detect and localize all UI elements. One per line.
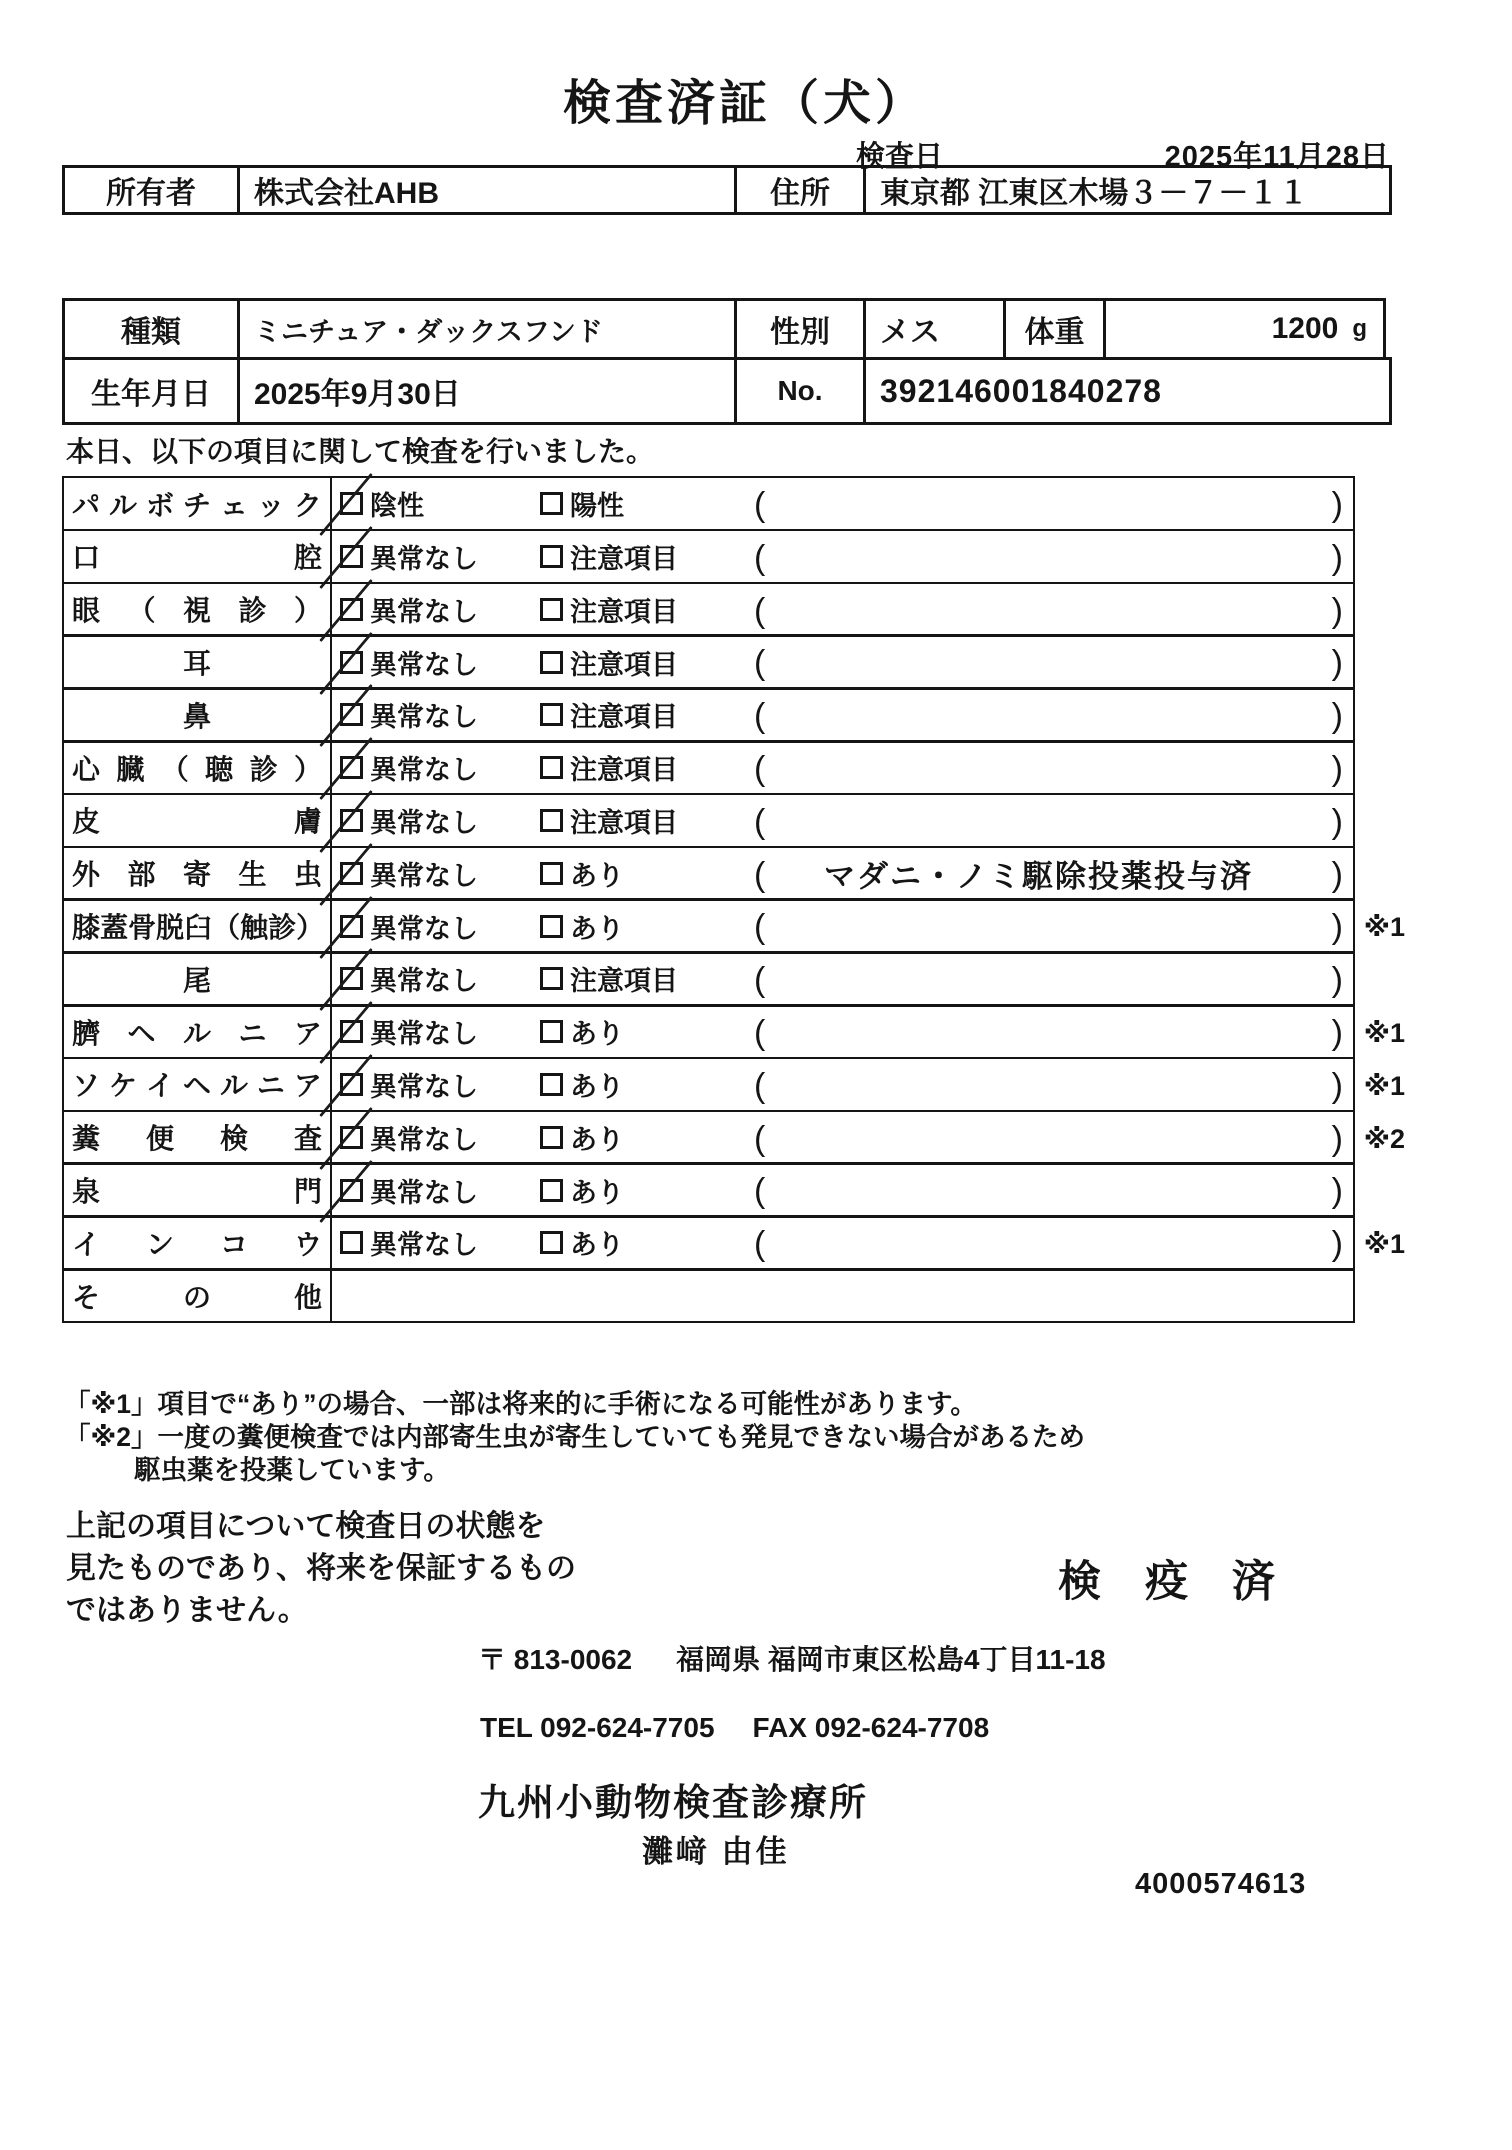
exam-option-text: 注意項目 bbox=[570, 702, 678, 733]
document-number: 4000574613 bbox=[1135, 1868, 1307, 1900]
paren-open: ( bbox=[754, 486, 766, 524]
exam-option-text: 注意項目 bbox=[570, 596, 678, 627]
paren-close: ) bbox=[1331, 486, 1343, 524]
footnotes bbox=[64, 1388, 1085, 1487]
exam-option-primary bbox=[340, 795, 478, 846]
exam-row bbox=[62, 1215, 1405, 1270]
exam-row bbox=[62, 1268, 1355, 1323]
checkbox-icon bbox=[540, 1020, 563, 1043]
exam-option-text: 注意項目 bbox=[570, 966, 678, 997]
exam-option-text: あり bbox=[570, 1230, 624, 1261]
exam-option-text: あり bbox=[570, 1124, 624, 1155]
exam-item-label: 耳 bbox=[64, 636, 332, 687]
exam-item-label: 皮 膚 bbox=[64, 795, 332, 846]
veterinarian-name: 灘﨑 由佳 bbox=[642, 1834, 790, 1869]
paren-close: ) bbox=[1331, 591, 1343, 630]
exam-option-secondary bbox=[540, 531, 678, 582]
exam-option-secondary bbox=[540, 1059, 624, 1110]
paren-close: ) bbox=[1331, 1119, 1343, 1158]
sex-label: 性別 bbox=[734, 298, 866, 360]
exam-option-text: 異常なし bbox=[370, 860, 478, 891]
exam-item-label: 尾 bbox=[64, 953, 332, 1004]
paren-open: ( bbox=[754, 855, 766, 894]
exam-option-primary bbox=[340, 584, 478, 635]
exam-row bbox=[62, 529, 1355, 584]
clinic-postal-code: 〒 813-0062 bbox=[478, 1644, 633, 1675]
exam-option-secondary bbox=[540, 584, 678, 635]
checkbox-icon bbox=[340, 1179, 363, 1202]
checkbox-icon bbox=[340, 1020, 363, 1043]
birthdate-value: 2025年9月30日 bbox=[237, 357, 737, 425]
disclaimer-line-3: ではありません。 bbox=[66, 1594, 308, 1627]
exam-row bbox=[62, 582, 1355, 637]
paren-close: ) bbox=[1331, 749, 1343, 788]
paren-open: ( bbox=[754, 697, 766, 736]
exam-row bbox=[62, 793, 1355, 848]
checkbox-icon bbox=[340, 967, 363, 990]
exam-row-note: ※2 bbox=[1363, 1123, 1405, 1154]
exam-row-note: ※1 bbox=[1363, 1229, 1405, 1260]
exam-option-secondary bbox=[540, 689, 678, 740]
checkbox-icon bbox=[540, 703, 563, 726]
paren-close: ) bbox=[1331, 1225, 1343, 1264]
paren-open: ( bbox=[754, 1066, 766, 1105]
exam-item-label: 膝 蓋 骨 脱 臼 （ 触 診 ） bbox=[64, 900, 332, 951]
breed-row bbox=[62, 298, 1386, 360]
clinic-tel-line bbox=[480, 1712, 989, 1744]
paren-open: ( bbox=[754, 644, 766, 683]
exam-row bbox=[62, 740, 1355, 795]
exam-item-label: 糞 便 検 査 bbox=[64, 1112, 332, 1163]
exam-option-primary bbox=[340, 742, 478, 793]
paren-close: ) bbox=[1331, 961, 1343, 1000]
exam-option-primary bbox=[340, 953, 478, 1004]
paren-close: ) bbox=[1331, 1066, 1343, 1105]
exam-row-note: ※1 bbox=[1363, 1070, 1405, 1101]
exam-option-secondary bbox=[540, 636, 678, 687]
exam-option-secondary bbox=[540, 953, 678, 1004]
exam-item-label: 鼻 bbox=[64, 689, 332, 740]
checkbox-icon bbox=[540, 756, 563, 779]
paren-open: ( bbox=[754, 908, 766, 947]
exam-table bbox=[62, 476, 1405, 1323]
checkbox-icon bbox=[340, 915, 363, 938]
exam-option-primary bbox=[340, 900, 478, 951]
exam-option-text: 注意項目 bbox=[570, 543, 678, 574]
checkbox-icon bbox=[340, 756, 363, 779]
exam-option-secondary bbox=[540, 742, 678, 793]
exam-option-primary bbox=[340, 1164, 478, 1215]
checkbox-icon bbox=[340, 598, 363, 621]
paren-open: ( bbox=[754, 802, 766, 841]
weight-unit: g bbox=[1352, 315, 1367, 342]
exam-option-secondary bbox=[540, 900, 624, 951]
exam-option-text: 陰性 bbox=[370, 491, 424, 522]
footnote-2-cont: 駆虫薬を投薬しています。 bbox=[134, 1455, 450, 1485]
exam-option-secondary bbox=[540, 795, 678, 846]
exam-row bbox=[62, 634, 1355, 689]
clinic-name: 九州小動物検査診療所 bbox=[478, 1782, 868, 1823]
breed-label: 種類 bbox=[62, 298, 240, 360]
exam-item-label: 心 臓 （ 聴 診 ） bbox=[64, 742, 332, 793]
exam-item-label: 臍 ヘ ル ニ ア bbox=[64, 1006, 332, 1057]
exam-option-text: 異常なし bbox=[370, 596, 478, 627]
exam-row bbox=[62, 1004, 1405, 1059]
clinic-tel: TEL 092-624-7705 bbox=[480, 1712, 715, 1743]
owner-row bbox=[62, 165, 1392, 215]
exam-option-text: 異常なし bbox=[370, 1124, 478, 1155]
exam-option-primary bbox=[340, 478, 424, 529]
disclaimer-line-1: 上記の項目について検査日の状態を bbox=[66, 1510, 546, 1543]
checkbox-icon bbox=[540, 1126, 563, 1149]
exam-option-text: 注意項目 bbox=[570, 807, 678, 838]
checkbox-icon bbox=[540, 492, 563, 515]
exam-option-primary bbox=[340, 531, 478, 582]
exam-option-text: 注意項目 bbox=[570, 755, 678, 786]
exam-option-text: 陽性 bbox=[570, 491, 624, 522]
checkbox-icon bbox=[540, 651, 563, 674]
birthdate-row bbox=[62, 357, 1392, 425]
exam-option-primary bbox=[340, 848, 478, 899]
paren-close: ) bbox=[1331, 1013, 1343, 1052]
exam-option-text: 異常なし bbox=[370, 807, 478, 838]
exam-remark-text: マダニ・ノミ駆除投薬投与済 bbox=[824, 858, 1253, 894]
exam-option-secondary bbox=[540, 848, 624, 899]
exam-option-secondary bbox=[540, 478, 624, 529]
exam-option-text: 注意項目 bbox=[570, 649, 678, 680]
checkbox-icon bbox=[340, 1073, 363, 1096]
exam-option-primary bbox=[340, 1059, 478, 1110]
exam-option-text: あり bbox=[570, 913, 624, 944]
sex-value: メス bbox=[863, 298, 1006, 360]
exam-item-label: イ ン コ ウ bbox=[64, 1217, 332, 1268]
checkbox-icon bbox=[340, 862, 363, 885]
checkbox-icon bbox=[340, 651, 363, 674]
quarantine-stamp: 検 疫 済 bbox=[1058, 1558, 1291, 1606]
page-title: 検査済証（犬） bbox=[562, 77, 927, 130]
checkbox-icon bbox=[340, 492, 363, 515]
paren-open: ( bbox=[754, 591, 766, 630]
checkbox-icon bbox=[540, 545, 563, 568]
exam-row bbox=[62, 476, 1355, 531]
exam-option-text: あり bbox=[570, 860, 624, 891]
paren-close: ) bbox=[1331, 855, 1343, 894]
exam-option-text: 異常なし bbox=[370, 1177, 478, 1208]
weight-value-cell bbox=[1103, 298, 1386, 360]
address-value: 東京都 江東区木場３－７－１１ bbox=[863, 165, 1392, 215]
exam-option-text: あり bbox=[570, 1177, 624, 1208]
paren-close: ) bbox=[1331, 1172, 1343, 1211]
exam-option-secondary bbox=[540, 1006, 624, 1057]
paren-open: ( bbox=[754, 1119, 766, 1158]
paren-close: ) bbox=[1331, 697, 1343, 736]
exam-row bbox=[62, 687, 1355, 742]
inspection-date-label: 検査日 bbox=[856, 141, 944, 173]
exam-row bbox=[62, 846, 1355, 901]
birthdate-label: 生年月日 bbox=[62, 357, 240, 425]
checkbox-icon bbox=[340, 809, 363, 832]
paren-close: ) bbox=[1331, 908, 1343, 947]
checkbox-icon bbox=[340, 1126, 363, 1149]
exam-row bbox=[62, 1162, 1355, 1217]
paren-close: ) bbox=[1331, 538, 1343, 577]
exam-option-primary bbox=[340, 1006, 478, 1057]
checkbox-icon bbox=[340, 703, 363, 726]
paren-open: ( bbox=[754, 1013, 766, 1052]
exam-item-label: 口 腔 bbox=[64, 531, 332, 582]
intro-text: 本日、以下の項目に関して検査を行いました。 bbox=[66, 436, 655, 467]
clinic-fax: FAX 092-624-7708 bbox=[752, 1712, 990, 1743]
weight-value: 1200 bbox=[1271, 312, 1339, 345]
exam-item-label: パ ル ボ チ ェ ッ ク bbox=[64, 478, 332, 529]
paren-open: ( bbox=[754, 1172, 766, 1211]
checkbox-icon bbox=[540, 1179, 563, 1202]
checkbox-icon bbox=[540, 1073, 563, 1096]
breed-value: ミニチュア・ダックスフンド bbox=[237, 298, 737, 360]
paren-open: ( bbox=[754, 749, 766, 788]
exam-option-text: 異常なし bbox=[370, 543, 478, 574]
exam-option-text: 異常なし bbox=[370, 649, 478, 680]
checkbox-icon bbox=[540, 598, 563, 621]
exam-item-label: 外 部 寄 生 虫 bbox=[64, 848, 332, 899]
checkbox-icon bbox=[540, 862, 563, 885]
exam-row bbox=[62, 898, 1405, 953]
checkbox-icon bbox=[340, 545, 363, 568]
exam-option-text: 異常なし bbox=[370, 966, 478, 997]
exam-item-label: ソ ケ イ ヘ ル ニ ア bbox=[64, 1059, 332, 1110]
exam-option-secondary bbox=[540, 1164, 624, 1215]
paren-open: ( bbox=[754, 538, 766, 577]
owner-label: 所有者 bbox=[62, 165, 240, 215]
footnote-1: 「※1」項目で“あり”の場合、一部は将来的に手術になる可能性があります。 bbox=[64, 1389, 977, 1419]
exam-option-primary bbox=[340, 636, 478, 687]
exam-option-primary bbox=[340, 1217, 478, 1268]
checkbox-icon bbox=[540, 915, 563, 938]
checkbox-icon bbox=[540, 967, 563, 990]
exam-option-text: 異常なし bbox=[370, 1230, 478, 1261]
weight-label: 体重 bbox=[1003, 298, 1106, 360]
number-value: 392146001840278 bbox=[863, 357, 1392, 425]
exam-option-secondary bbox=[540, 1112, 624, 1163]
exam-item-label: 泉 門 bbox=[64, 1164, 332, 1215]
exam-option-text: 異常なし bbox=[370, 1071, 478, 1102]
exam-row bbox=[62, 951, 1355, 1006]
checkbox-icon bbox=[540, 1231, 563, 1254]
exam-option-primary bbox=[340, 1112, 478, 1163]
number-label: No. bbox=[734, 357, 866, 425]
exam-option-text: 異常なし bbox=[370, 702, 478, 733]
inspection-date-value: 2025年11月28日 bbox=[1164, 141, 1390, 173]
exam-row bbox=[62, 1110, 1405, 1165]
address-label: 住所 bbox=[734, 165, 866, 215]
paren-open: ( bbox=[754, 1225, 766, 1264]
exam-option-text: あり bbox=[570, 1071, 624, 1102]
exam-item-label: そ の 他 bbox=[64, 1270, 332, 1321]
exam-row bbox=[62, 1057, 1405, 1112]
clinic-address: 福岡県 福岡市東区松島4丁目11-18 bbox=[676, 1644, 1106, 1675]
exam-row-note: ※1 bbox=[1363, 1017, 1405, 1048]
footnote-2: 「※2」一度の糞便検査では内部寄生虫が寄生していても発見できない場合があるため bbox=[64, 1422, 1085, 1452]
disclaimer-line-2: 見たものであり、将来を保証するもの bbox=[66, 1552, 576, 1585]
exam-option-primary bbox=[340, 689, 478, 740]
exam-option-text: 異常なし bbox=[370, 1019, 478, 1050]
paren-close: ) bbox=[1331, 802, 1343, 841]
exam-item-label: 眼 （ 視 診 ） bbox=[64, 584, 332, 635]
exam-option-text: 異常なし bbox=[370, 913, 478, 944]
exam-row-note: ※1 bbox=[1363, 912, 1405, 943]
checkbox-icon bbox=[340, 1231, 363, 1254]
exam-option-text: あり bbox=[570, 1019, 624, 1050]
exam-option-text: 異常なし bbox=[370, 755, 478, 786]
checkbox-icon bbox=[540, 809, 563, 832]
paren-close: ) bbox=[1331, 644, 1343, 683]
clinic-postal-line bbox=[478, 1638, 1106, 1678]
paren-open: ( bbox=[754, 961, 766, 1000]
exam-option-secondary bbox=[540, 1217, 624, 1268]
disclaimer bbox=[66, 1506, 576, 1632]
owner-value: 株式会社AHB bbox=[237, 165, 737, 215]
